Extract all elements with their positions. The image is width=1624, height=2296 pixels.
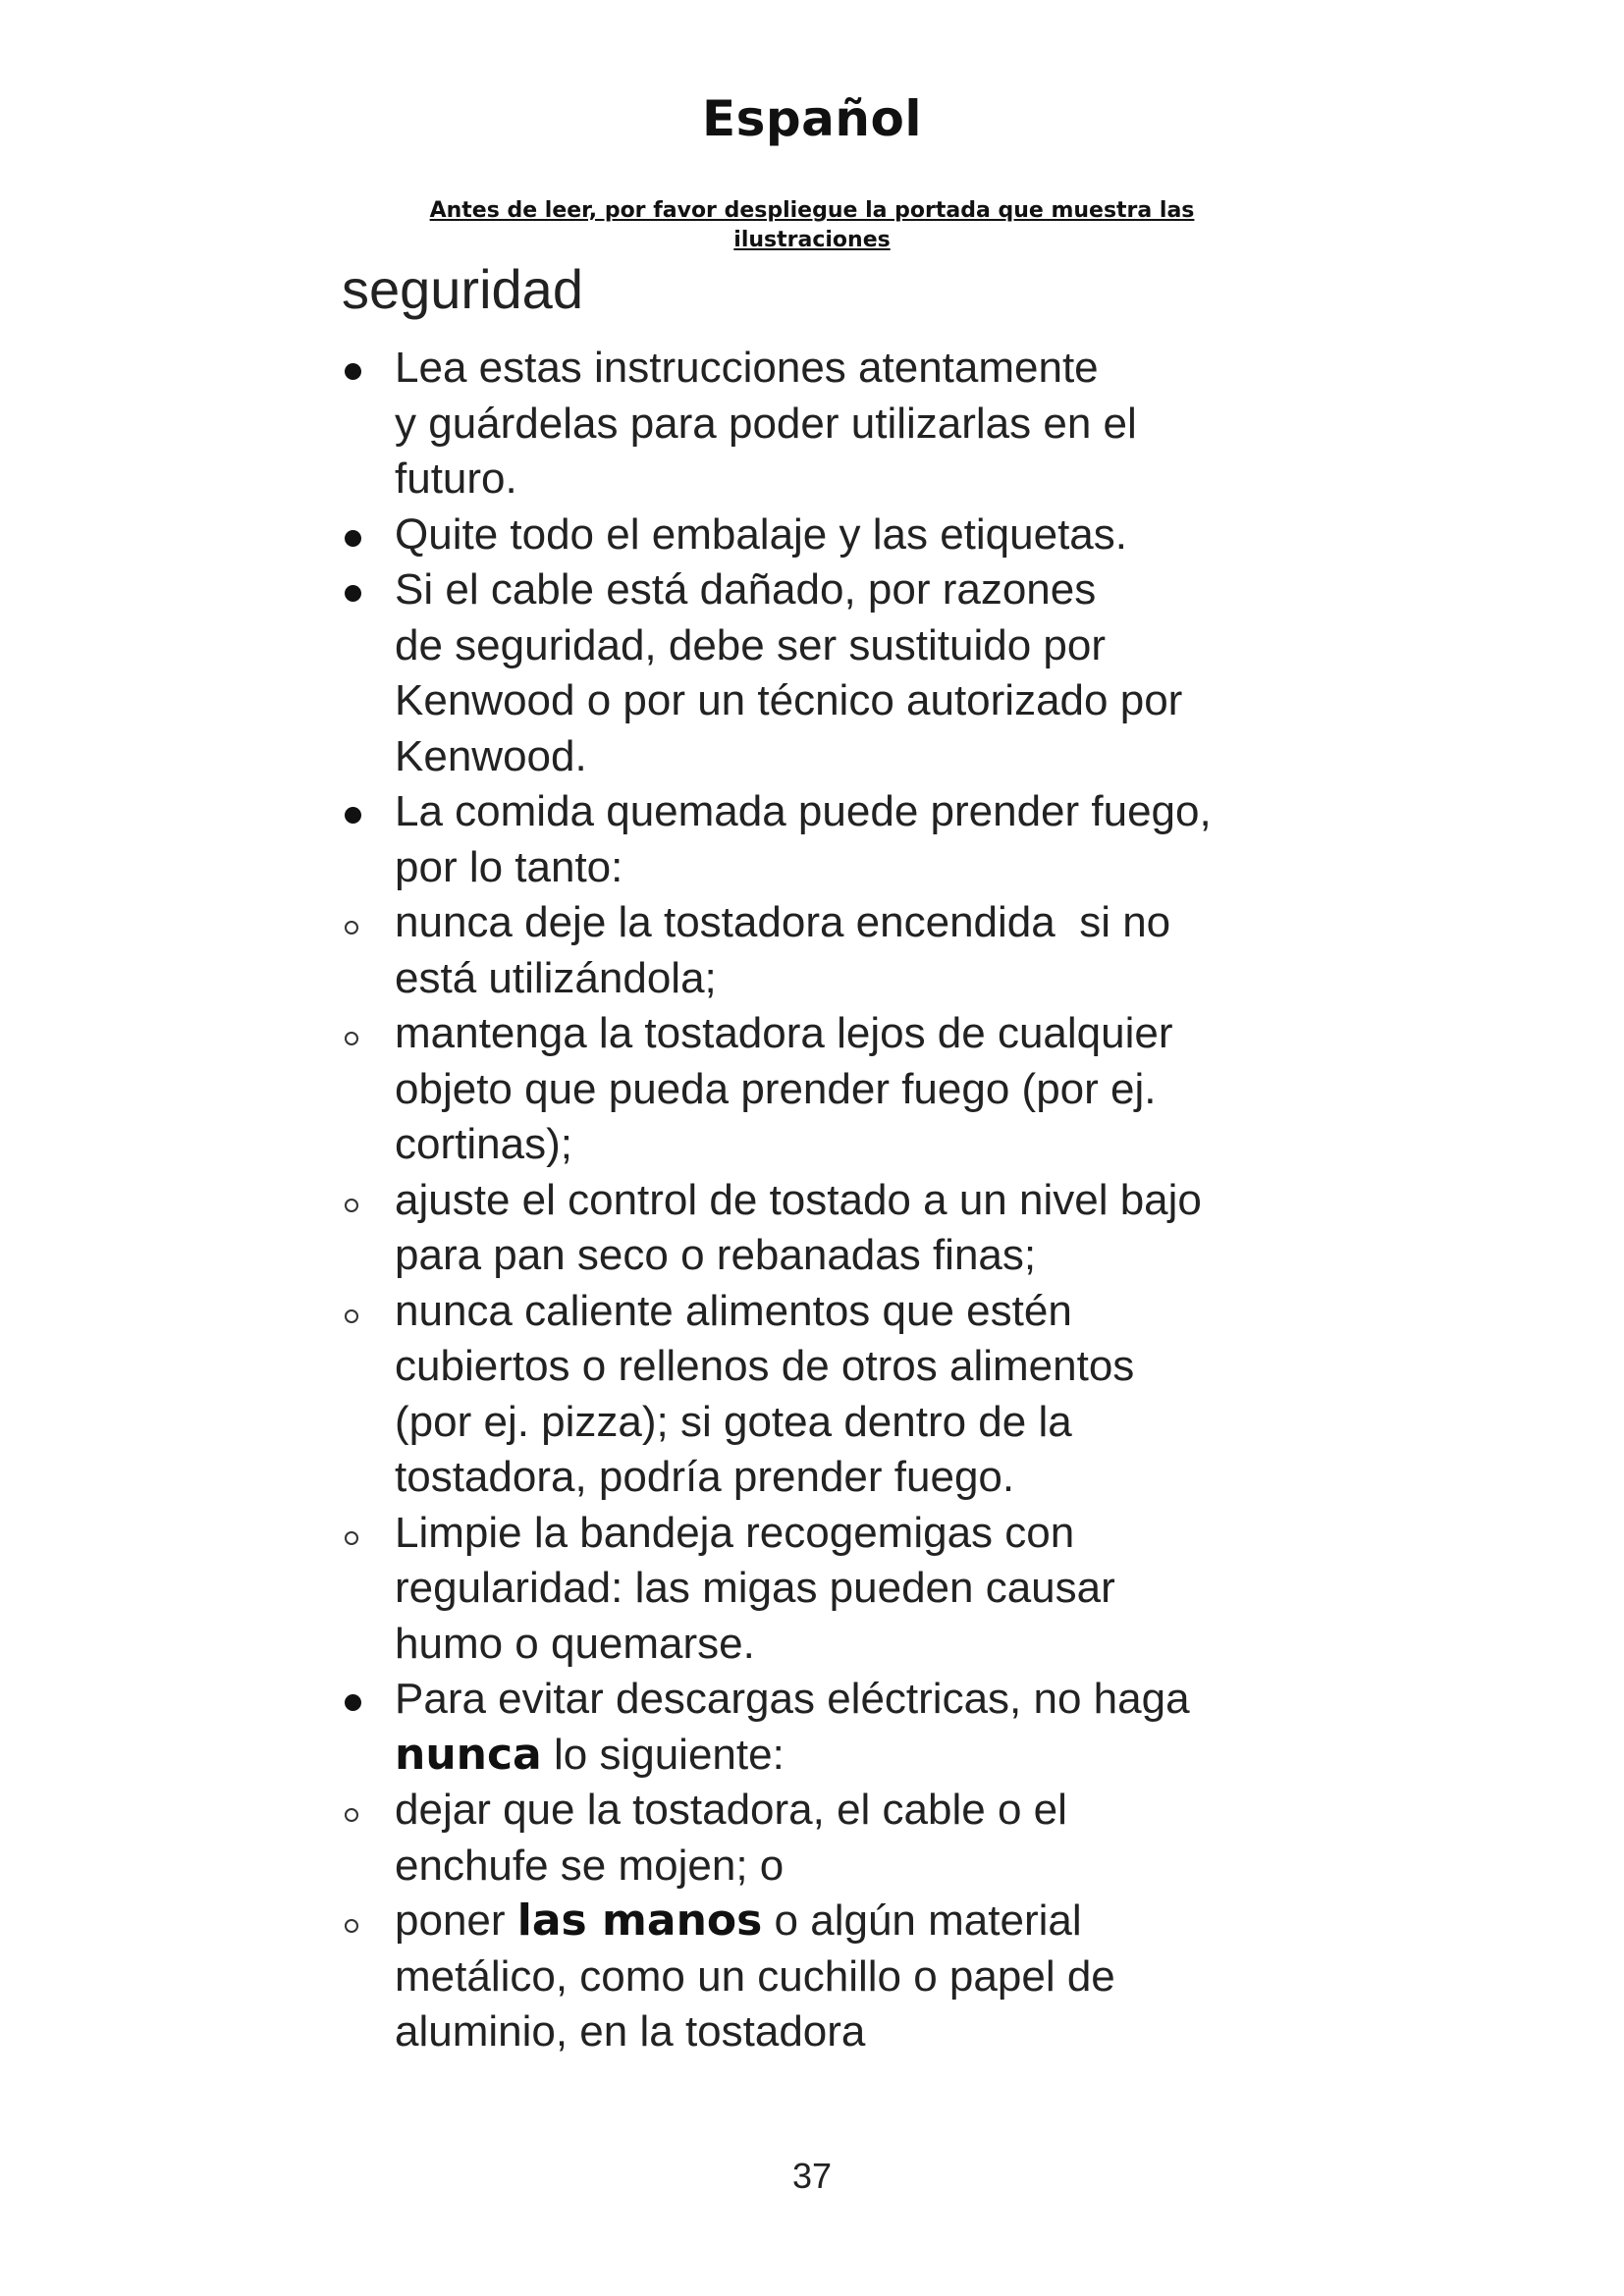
item-text-line: por lo tanto: [395, 842, 623, 891]
list-subitem [339, 1783, 1321, 1894]
item-text-line [395, 1728, 1321, 1784]
item-text-line: nunca deje la tostadora encendida si no [395, 898, 1171, 946]
hollow-circle-icon [339, 1506, 366, 1562]
list-subitem [339, 1894, 1321, 2060]
list-subitem [339, 1006, 1321, 1173]
item-text-line: aluminio, en la tostadora [395, 2007, 866, 2056]
item-text-line: Kenwood o por un técnico autorizado por [395, 676, 1183, 724]
section-heading-safety: seguridad [342, 258, 583, 320]
item-text-line: Quite todo el embalaje y las etiquetas. [395, 509, 1128, 559]
bullet-icon [339, 507, 366, 563]
page-title: Español [701, 90, 923, 147]
hollow-circle-icon [339, 1783, 366, 1839]
item-text-line: cubiertos o rellenos de otros alimentos [395, 1342, 1135, 1390]
item-text-line: Limpie la bandeja recogemigas con [395, 1508, 1075, 1557]
list-item [339, 784, 1321, 895]
list-subitem [339, 895, 1321, 1006]
item-text-line: futuro. [395, 454, 517, 503]
item-text-fragment: o algún material [762, 1896, 1082, 1945]
item-text-line: nunca caliente alimentos que estén [395, 1286, 1072, 1335]
hollow-circle-icon [339, 1894, 366, 1949]
item-text-line: La comida quemada puede prender fuego, [395, 787, 1212, 835]
emphasis-hands: las manos [516, 1896, 763, 1946]
list-item [339, 341, 1321, 507]
item-text-line: dejar que la tostadora, el cable o el [395, 1786, 1067, 1834]
item-text-line: y guárdelas para poder utilizarlas en el [395, 399, 1137, 448]
list-subitem [339, 1506, 1321, 1673]
item-text-line: está utilizándola; [395, 953, 717, 1002]
item-text-fragment: poner [395, 1896, 517, 1945]
list-item [339, 562, 1321, 784]
list-subitem [339, 1173, 1321, 1284]
hollow-circle-icon [339, 1173, 366, 1229]
safety-instructions-list [339, 341, 1321, 2060]
item-text-line: regularidad: las migas pueden causar [395, 1564, 1115, 1612]
item-text-line: de seguridad, debe ser sustituido por [395, 620, 1107, 669]
list-item [339, 1672, 1321, 1783]
hollow-circle-icon [339, 895, 366, 951]
item-text-line: objeto que pueda prender fuego (por ej. [395, 1064, 1157, 1113]
item-text-fragment: lo siguiente: [541, 1730, 785, 1779]
bullet-icon [339, 341, 366, 397]
item-text-line: enchufe se mojen; o [395, 1841, 785, 1890]
item-text-line: Lea estas instrucciones atentamente [395, 344, 1099, 392]
item-text-line: para pan seco o rebanadas finas; [395, 1231, 1037, 1279]
hollow-circle-icon [339, 1284, 366, 1340]
bullet-icon [339, 562, 366, 618]
item-text-line: ajuste el control de tostado a un nivel bajo [395, 1175, 1202, 1224]
item-text-line: metálico, como un cuchillo o papel de [395, 1951, 1115, 2001]
item-text-line: Para evitar descargas eléctricas, no haga [395, 1675, 1190, 1723]
item-text-line: (por ej. pizza); si gotea dentro de la [395, 1397, 1072, 1446]
cover-fold-notice [0, 196, 1624, 255]
item-text-line [395, 1894, 1321, 1949]
item-text-line: Si el cable está dañado, por razones [395, 565, 1097, 614]
hollow-circle-icon [339, 1006, 366, 1062]
bullet-icon [339, 784, 366, 840]
page-number: 37 [791, 2156, 833, 2196]
notice-line-1: Antes de leer, por favor despliegue la portada que muestra las [429, 198, 1195, 223]
list-subitem [339, 1284, 1321, 1506]
item-text-line: cortinas); [395, 1120, 572, 1168]
list-item [339, 507, 1321, 563]
bullet-icon [339, 1672, 366, 1728]
item-text-line: mantenga la tostadora lejos de cualquier [395, 1009, 1173, 1057]
item-text-line: Kenwood. [395, 731, 587, 780]
emphasis-never: nunca [395, 1729, 542, 1780]
item-text-line: humo o quemarse. [395, 1619, 755, 1668]
item-text-line: tostadora, podría prender fuego. [395, 1453, 1015, 1501]
notice-line-2: ilustraciones [733, 228, 891, 252]
